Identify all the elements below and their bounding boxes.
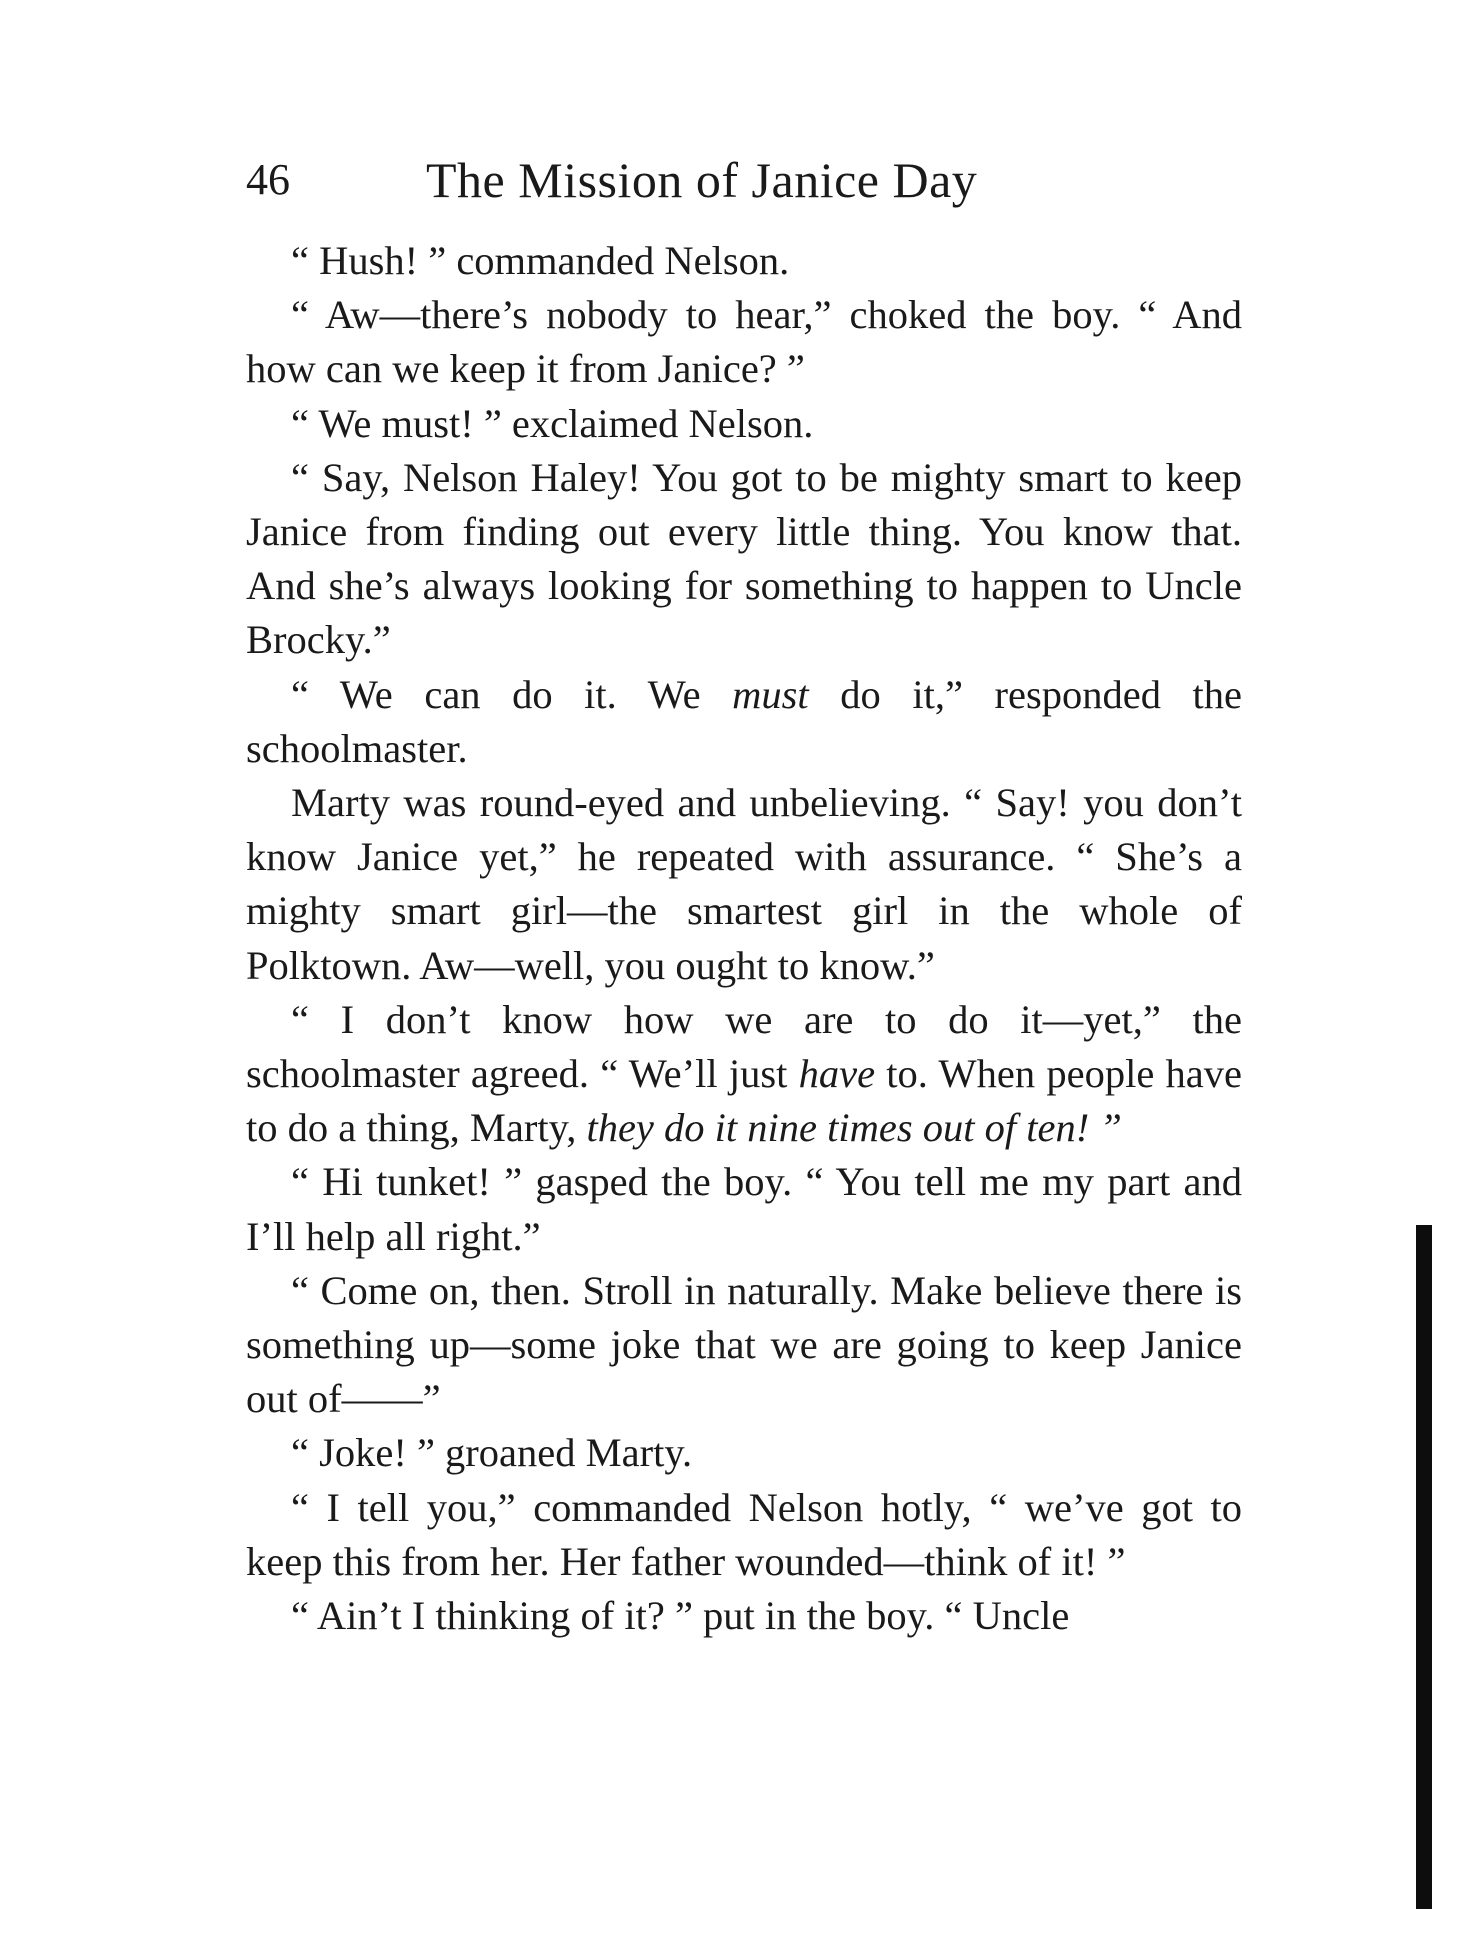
- text-run: Marty was round-eyed and unbelieving. “ Say! you don’t know Janice yet,” he repeated with assurance. “ She’s a mighty smart girl—the smartest girl in the whole of Polktown. Aw—well, you ought to know.”: [246, 780, 1242, 988]
- text-run: to. When people have to do a thing, Marty,: [246, 1051, 1242, 1151]
- page-edge-shadow: [1416, 1225, 1432, 1909]
- paragraph: [246, 993, 1242, 1156]
- paragraph: [246, 288, 1242, 396]
- paragraph: [246, 776, 1242, 993]
- paragraph: [246, 1426, 1242, 1480]
- text-run: “ I tell you,” commanded Nelson hotly, “ we’ve got to keep this from her. Her father wounded—think of it! ”: [246, 1484, 1242, 1584]
- italic-text: they do it nine times out of ten! ”: [586, 1105, 1122, 1151]
- paragraph: [246, 234, 1242, 288]
- text-run: “ We must! ” exclaimed Nelson.: [291, 400, 814, 446]
- paragraph: [246, 397, 1242, 451]
- text-run: “ Aw—there’s nobody to hear,” choked the boy. “ And how can we keep it from Janice? ”: [246, 292, 1242, 392]
- page-number: 46: [246, 155, 290, 204]
- paragraph: [246, 1264, 1242, 1427]
- text-run: “ Joke! ” groaned Marty.: [291, 1430, 693, 1476]
- page-header: [246, 150, 1076, 210]
- paragraph: [246, 1589, 1242, 1643]
- paragraph: [246, 1481, 1242, 1589]
- text-run: “ Hi tunket! ” gasped the boy. “ You tell me my part and I’ll help all right.”: [246, 1159, 1242, 1259]
- paragraph: [246, 1155, 1242, 1263]
- paragraph: [246, 668, 1242, 776]
- text-run: “ Ain’t I thinking of it? ” put in the boy. “ Uncle: [291, 1593, 1070, 1639]
- text-run: “ Hush! ” commanded Nelson.: [291, 238, 790, 283]
- italic-text: must: [732, 671, 809, 717]
- text-run: do it,” responded the schoolmaster.: [246, 671, 1242, 771]
- text-run: “ Come on, then. Stroll in naturally. Make believe there is something up—some joke that we are going to keep Janice out of——”: [246, 1267, 1242, 1422]
- text-run: “ Say, Nelson Haley! You got to be mighty smart to keep Janice from finding out every little thing. You know that. And she’s always looking for something to happen to Uncle Brocky.”: [246, 454, 1242, 663]
- body-text: [246, 234, 1242, 1643]
- text-run: “ We can do it. We: [291, 671, 733, 717]
- italic-text: have: [798, 1051, 876, 1097]
- text-run: “ I don’t know how we are to do it—yet,” the schoolmaster agreed. “ We’ll just: [246, 996, 1242, 1097]
- paragraph: [246, 451, 1242, 668]
- running-title: The Mission of Janice Day: [426, 152, 978, 208]
